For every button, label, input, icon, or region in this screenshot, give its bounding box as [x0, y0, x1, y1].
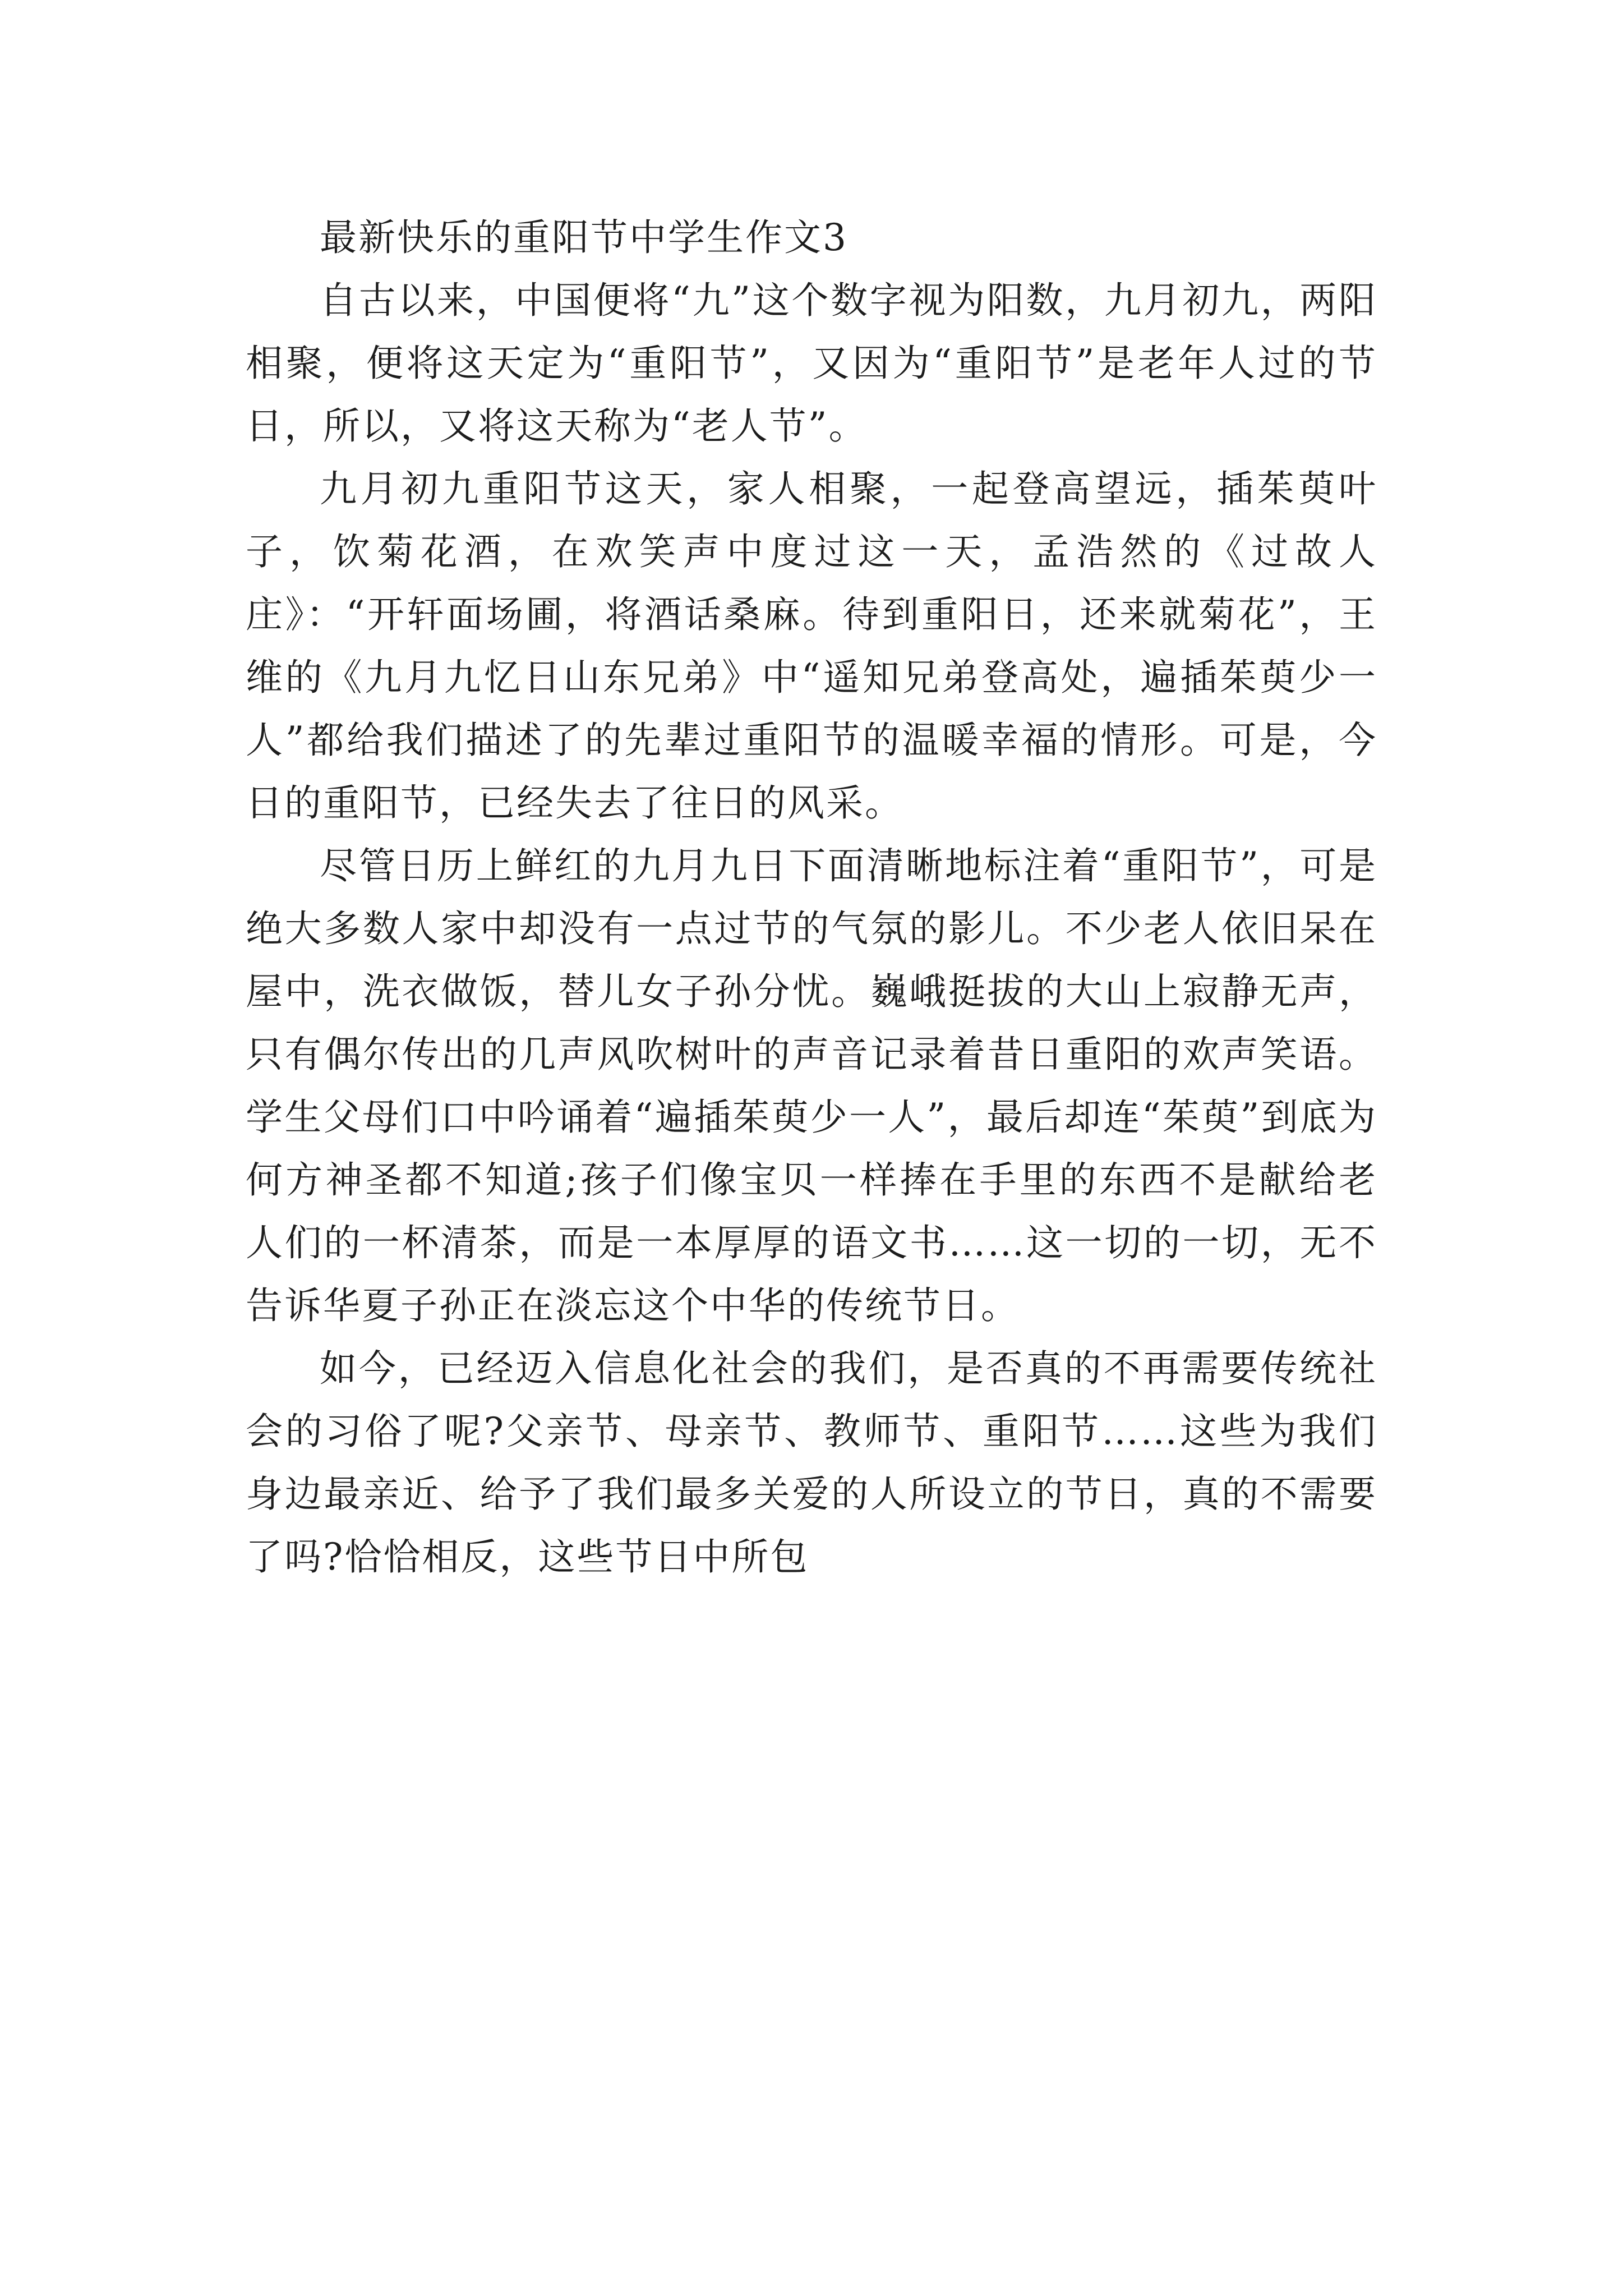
paragraph-2: 九月初九重阳节这天，家人相聚，一起登高望远，插茱萸叶子，饮菊花酒，在欢笑声中度过这一天，孟浩然的《过故人庄》：“开轩面场圃，将酒话桑麻。待到重阳日，还来就菊花”，王维的《九月九忆日山东兄弟》中“遥知兄弟登高处，遍插茱萸少一人”都给我们描述了的先辈过重阳节的温暖幸福的情形。可是，今日的重阳节，已经失去了往日的风采。	[246, 467, 1377, 825]
document-title: 最新快乐的重阳节中学生作文3	[320, 216, 848, 259]
paragraph-1: 自古以来，中国便将“九”这个数字视为阳数，九月初九，两阳相聚，便将这天定为“重阳节”，又因为“重阳节”是老年人过的节日，所以，又将这天称为“老人节”。	[246, 279, 1377, 448]
paragraph-4: 如今，已经迈入信息化社会的我们，是否真的不再需要传统社会的习俗了呢?父亲节、母亲节、教师节、重阳节……这些为我们身边最亲近、给予了我们最多关爱的人所设立的节日，真的不需要了吗?恰恰相反，这些节日中所包	[246, 1347, 1377, 1579]
document-body	[246, 206, 1377, 1589]
paragraph-3: 尽管日历上鲜红的九月九日下面清晰地标注着“重阳节”，可是绝大多数人家中却没有一点过节的气氛的影儿。不少老人依旧呆在屋中，洗衣做饭，替儿女子孙分忧。巍峨挺拔的大山上寂静无声，只有偶尔传出的几声风吹树叶的声音记录着昔日重阳的欢声笑语。学生父母们口中吟诵着“遍插茱萸少一人”，最后却连“茱萸”到底为何方神圣都不知道;孩子们像宝贝一样捧在手里的东西不是献给老人们的一杯清茶，而是一本厚厚的语文书……这一切的一切，无不告诉华夏子孙正在淡忘这个中华的传统节日。	[246, 844, 1377, 1327]
